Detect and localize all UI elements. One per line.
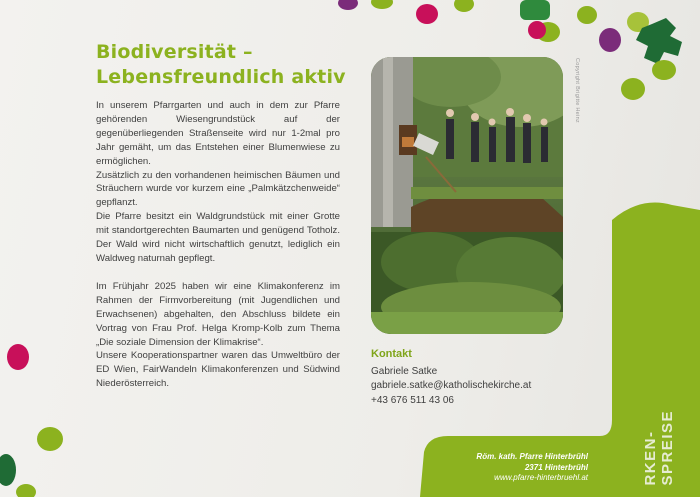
contact-email[interactable]: gabriele.satke@katholischekirche.at xyxy=(371,380,532,391)
vertical-heading xyxy=(642,410,676,486)
vertical-line-2: SPREISE xyxy=(659,410,676,486)
dot-magenta-r1 xyxy=(528,21,546,39)
garden-photo xyxy=(371,57,563,334)
title-line-1: Biodiversität – xyxy=(96,41,253,63)
dot-green-square xyxy=(520,0,550,20)
contact-phone[interactable]: +43 676 511 43 06 xyxy=(371,394,454,406)
footer-address xyxy=(0,452,588,484)
paragraph-4: Im Frühjahr 2025 haben wir eine Klimakonferenz im Rahmen der Firmvorbereitung (mit Jugendlichen und Erwachsenen) abgehalten, den Abschluss bildete ein Vortrag von Frau Prof. Helga Kromp-Kolb zum Thema „Die soziale Dimension der Klimakrise“. xyxy=(96,280,340,348)
dot-green-r4 xyxy=(652,60,676,80)
footer-org: Röm. kath. Pfarre Hinterbrühl xyxy=(476,452,588,461)
contact-heading: Kontakt xyxy=(371,348,412,360)
dot-purple-top xyxy=(338,0,358,10)
garden-photo-image xyxy=(371,57,563,334)
dot-magenta-top xyxy=(416,4,438,24)
dot-green-r5 xyxy=(621,78,645,100)
dot-green-r2 xyxy=(577,6,597,24)
paragraph-1: In unserem Pfarrgarten und auch in dem zur Pfarre gehörenden Wiesengrundstück auf der gegenüberliegenden Straßenseite wird nur 1-2mal pro Jahr gemäht, um das Entstehen einer Blumenwiese zu ermöglichen. xyxy=(96,100,340,167)
dot-green-left3 xyxy=(16,484,36,497)
dot-magenta-left xyxy=(7,344,29,370)
contact-block xyxy=(371,347,531,408)
paragraph-3: Die Pfarre besitzt ein Waldgrundstück mit einer Grotte mit standortgerechten Baumarten und genügend Totholz. Der Wald wird nicht wirtschaftlich genutzt, lediglich ein Waldweg naturnah gepflegt. xyxy=(96,211,340,264)
dot-purple-r xyxy=(599,28,621,52)
dot-green-left xyxy=(37,427,63,451)
footer-street: 2371 Hinterbrühl xyxy=(524,462,588,472)
paragraph-2: Zusätzlich zu den vorhandenen heimischen Bäumen und Sträuchern wurde vor kurzem eine „Palmkätzchenweide“ gepflanzt. xyxy=(96,169,340,209)
dot-green-top xyxy=(454,0,474,12)
title-line-2: Lebensfreundlich aktiv xyxy=(96,66,346,88)
article-body xyxy=(96,99,340,391)
vertical-line-1: RKEN- xyxy=(642,430,659,486)
photo-credit: Copyright Brigitte Heinz xyxy=(574,58,580,123)
paragraph-5: Unsere Kooperationspartner waren das Umweltbüro der ED Wien, FairWandeln Klimakonferenzen und Südwind Niederösterreich. xyxy=(96,350,340,390)
article-title xyxy=(96,40,346,90)
footer-website[interactable]: www.pfarre-hinterbruehl.at xyxy=(494,473,588,482)
dot-green-top2 xyxy=(371,0,393,9)
contact-name: Gabriele Satke xyxy=(371,365,438,377)
